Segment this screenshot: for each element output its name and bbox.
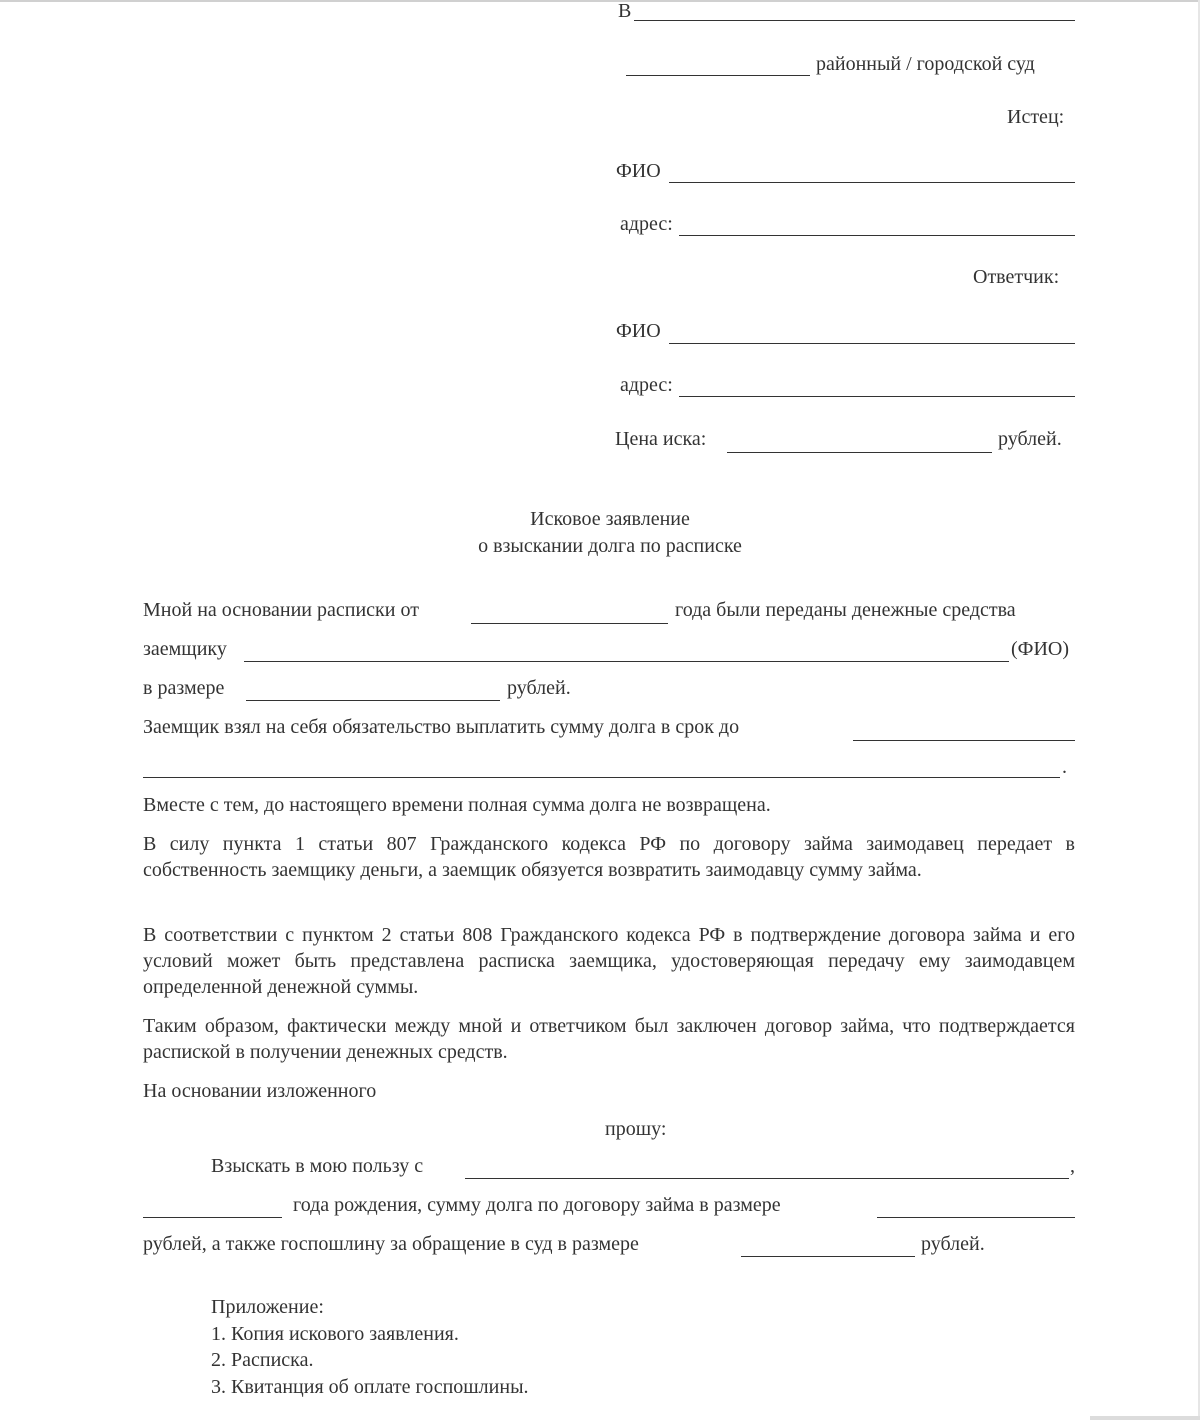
- p1-rub: рублей.: [507, 677, 571, 699]
- plaintiff-fio-field[interactable]: [669, 182, 1075, 183]
- p1-fio-hint: (ФИО): [1011, 638, 1070, 660]
- claim-price-unit: рублей.: [998, 428, 1062, 450]
- page-top-border: [0, 0, 1200, 2]
- defendant-address-label: адрес:: [620, 374, 673, 396]
- paragraph-6: Таким образом, фактически между мной и ответчиком был заключен договор займа, что подтверждается распиской в получении денежных средств.: [143, 1015, 1075, 1063]
- receipt-date-field[interactable]: [471, 623, 668, 624]
- paragraph-3: Вместе с тем, до настоящего времени полная сумма долга не возвращена.: [143, 794, 771, 816]
- paragraph-7: На основании изложенного: [143, 1080, 377, 1102]
- defendant-fio-label: ФИО: [616, 320, 661, 342]
- p1-borrower: заемщику: [143, 638, 227, 660]
- attachment-item: 1. Копия искового заявления.: [211, 1323, 459, 1345]
- attachment-item: 2. Расписка.: [211, 1349, 314, 1371]
- defendant-label: Ответчик:: [973, 266, 1060, 288]
- request-line-1: Взыскать в мою пользу с: [211, 1155, 424, 1177]
- borrower-fio-field[interactable]: [244, 661, 1009, 662]
- court-suffix: районный / городской суд: [816, 53, 1035, 75]
- due-date-field[interactable]: [853, 740, 1075, 741]
- plaintiff-address-field[interactable]: [679, 235, 1075, 236]
- request-comma: ,: [1070, 1155, 1075, 1177]
- paragraph-5: В соответствии с пунктом 2 статьи 808 Гражданского кодекса РФ в подтверждение договора займа и его условий может быть представлена расписка заемщика, удостоверяющая передачу ему заимодавцем определенной денежной суммы.: [143, 924, 1075, 998]
- birth-year-field[interactable]: [143, 1217, 282, 1218]
- request-line-3-end: рублей.: [921, 1233, 985, 1255]
- debt-amount-field[interactable]: [877, 1217, 1075, 1218]
- request-line-3: рублей, а также госпошлину за обращение в суд в размере: [143, 1233, 639, 1255]
- request-word: прошу:: [605, 1118, 667, 1140]
- defendant-address-field[interactable]: [679, 396, 1075, 397]
- claim-price-label: Цена иска:: [615, 428, 707, 450]
- fee-amount-field[interactable]: [741, 1256, 915, 1257]
- paragraph-4: В силу пункта 1 статьи 807 Гражданского кодекса РФ по договору займа заимодавец передает в собственность заемщику деньги, а заемщик обязуется возвратить заимодавцу сумму займа.: [143, 833, 1075, 881]
- document-title: Исковое заявление: [530, 508, 690, 530]
- document-subtitle: о взыскании долга по расписке: [478, 535, 742, 557]
- court-city-field[interactable]: [626, 75, 810, 76]
- claim-price-field[interactable]: [727, 452, 992, 453]
- p1-end: года были переданы денежные средства: [675, 599, 1016, 621]
- court-prefix: В: [618, 0, 632, 22]
- defendant-fio-field[interactable]: [669, 343, 1075, 344]
- p2-dot: .: [1062, 756, 1067, 778]
- due-date-extra-field[interactable]: [143, 777, 1060, 778]
- page-bottom-mark: [1090, 1416, 1200, 1420]
- attachments-label: Приложение:: [211, 1296, 324, 1318]
- loan-amount-field[interactable]: [246, 700, 500, 701]
- p2-text: Заемщик взял на себя обязательство выплатить сумму долга в срок до: [143, 716, 740, 738]
- p1-start: Мной на основании расписки от: [143, 599, 419, 621]
- plaintiff-address-label: адрес:: [620, 213, 673, 235]
- attachment-item: 3. Квитанция об оплате госпошлины.: [211, 1376, 529, 1398]
- plaintiff-label: Истец:: [1007, 106, 1065, 128]
- court-name-field[interactable]: [634, 20, 1075, 21]
- request-line-2: года рождения, сумму долга по договору займа в размере: [293, 1194, 781, 1216]
- p1-amount-label: в размере: [143, 677, 225, 699]
- plaintiff-fio-label: ФИО: [616, 160, 661, 182]
- defendant-name-field[interactable]: [465, 1178, 1069, 1179]
